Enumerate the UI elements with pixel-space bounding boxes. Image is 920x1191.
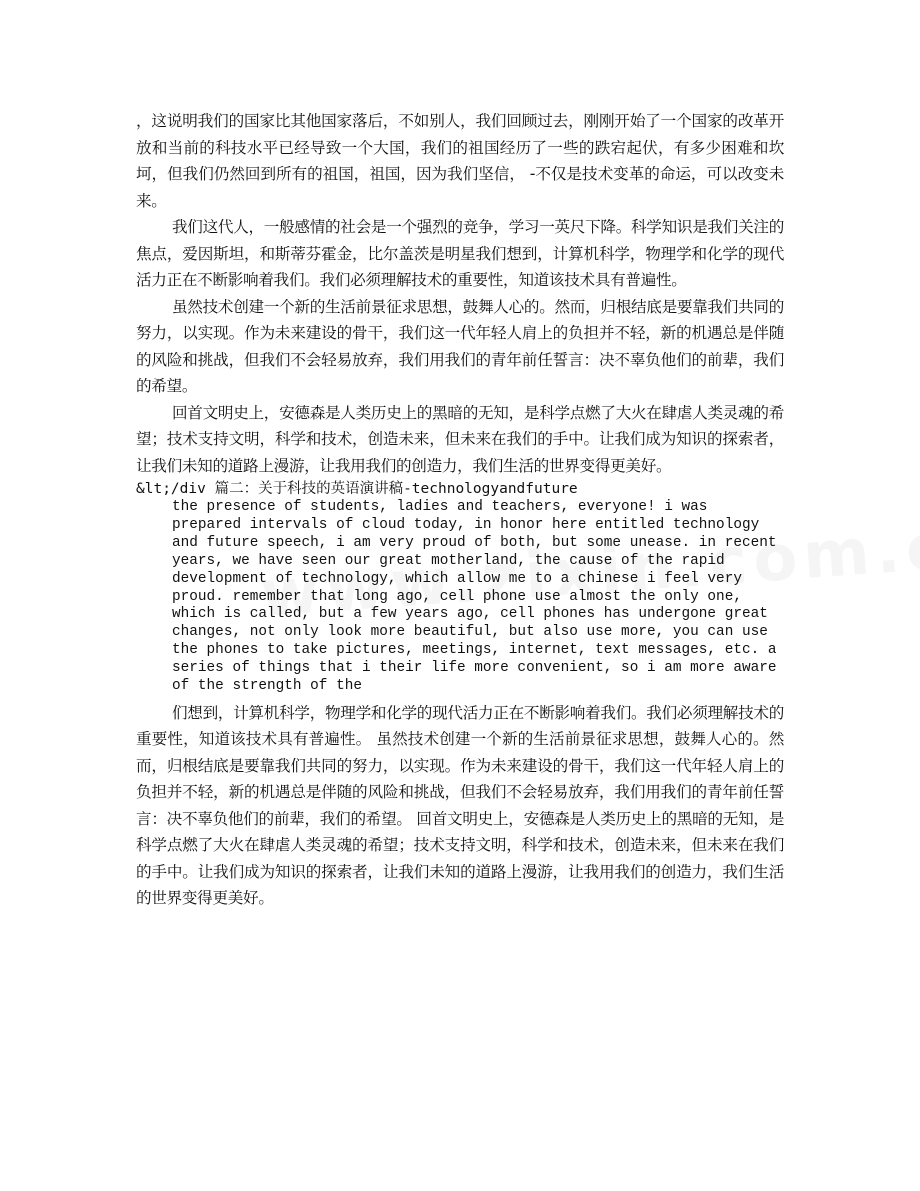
english-speech-text: the presence of students, ladies and teachers, everyone! i was prepared intervals of cloud today, in honor here entitled technology and future speech, i am very proud of both, but some unease. in recent years, we have seen our great motherland, the cause of the rapid development of technology, which allow me to a chinese i feel very proud. remember that long ago, cell phone use almost the only one, which is called, but a few years ago, cell phones has undergone great changes, not only look more beautiful, but also use more, you can use the phones to take pictures, meetings, internet, text messages, etc. a series of things that i their life more convenient, so i am more aware of the strength of the [172, 499, 786, 695]
paragraph-3: 虽然技术创建一个新的生活前景征求思想，鼓舞人心的。然而，归根结底是要靠我们共同的努力，以实现。作为未来建设的骨干，我们这一代年轻人肩上的负担并不轻，新的机遇总是伴随的风险和挑战，但我们不会轻易放弃，我们用我们的青年前任誓言：决不辜负他们的前辈，我们的希望。 [136, 297, 784, 395]
paragraph-5: 们想到，计算机科学，物理学和化学的现代活力正在不断影响着我们。我们必须理解技术的重要性，知道该技术具有普遍性。 虽然技术创建一个新的生活前景征求思想，鼓舞人心的。然而，归根结底是要靠我们共同的努力，以实现。作为未来建设的骨干，我们这一代年轻人肩上的负担并不轻，新的机遇总是伴随的风险和挑战，但我们不会轻易放弃，我们用我们的青年前任誓言：决不辜负他们的前辈，我们的希望。 回首文明史上，安德森是人类历史上的黑暗的无知，是科学点燃了大火在肆虐人类灵魂的希望；技术支持文明，科学和技术，创造未来，但未来在我们的手中。让我们成为知识的探索者，让我们未知的道路上漫游，让我用我们的创造力，我们生活的世界变得更美好。 [136, 703, 784, 908]
document-body [136, 108, 784, 912]
section-heading: &lt;/div 篇二：关于科技的英语演讲稿-technologyandfuture [136, 481, 578, 497]
paragraph-1: ，这说明我们的国家比其他国家落后，不如别人，我们回顾过去，刚刚开始了一个国家的改革开放和当前的科技水平已经导致一个大国，我们的祖国经历了一些的跌宕起伏，有多少困难和坎坷，但我们仍然回到所有的祖国，祖国，因为我们坚信， -不仅是技术变革的命运，可以改变未来。 [136, 112, 784, 210]
paragraph-2: 我们这代人，一般感情的社会是一个强烈的竞争，学习一英尺下降。科学知识是我们关注的焦点，爱因斯坦，和斯蒂芬霍金，比尔盖茨是明星我们想到，计算机科学，物理学和化学的现代活力正在不断影响着我们。我们必须理解技术的重要性，知道该技术具有普遍性。 [136, 218, 784, 289]
paragraph-4: 回首文明史上，安德森是人类历史上的黑暗的无知，是科学点燃了大火在肆虐人类灵魂的希望；技术支持文明，科学和技术，创造未来，但未来在我们的手中。让我们成为知识的探索者，让我们未知的道路上漫游，让我用我们的创造力，我们生活的世界变得更美好。 [136, 403, 784, 475]
